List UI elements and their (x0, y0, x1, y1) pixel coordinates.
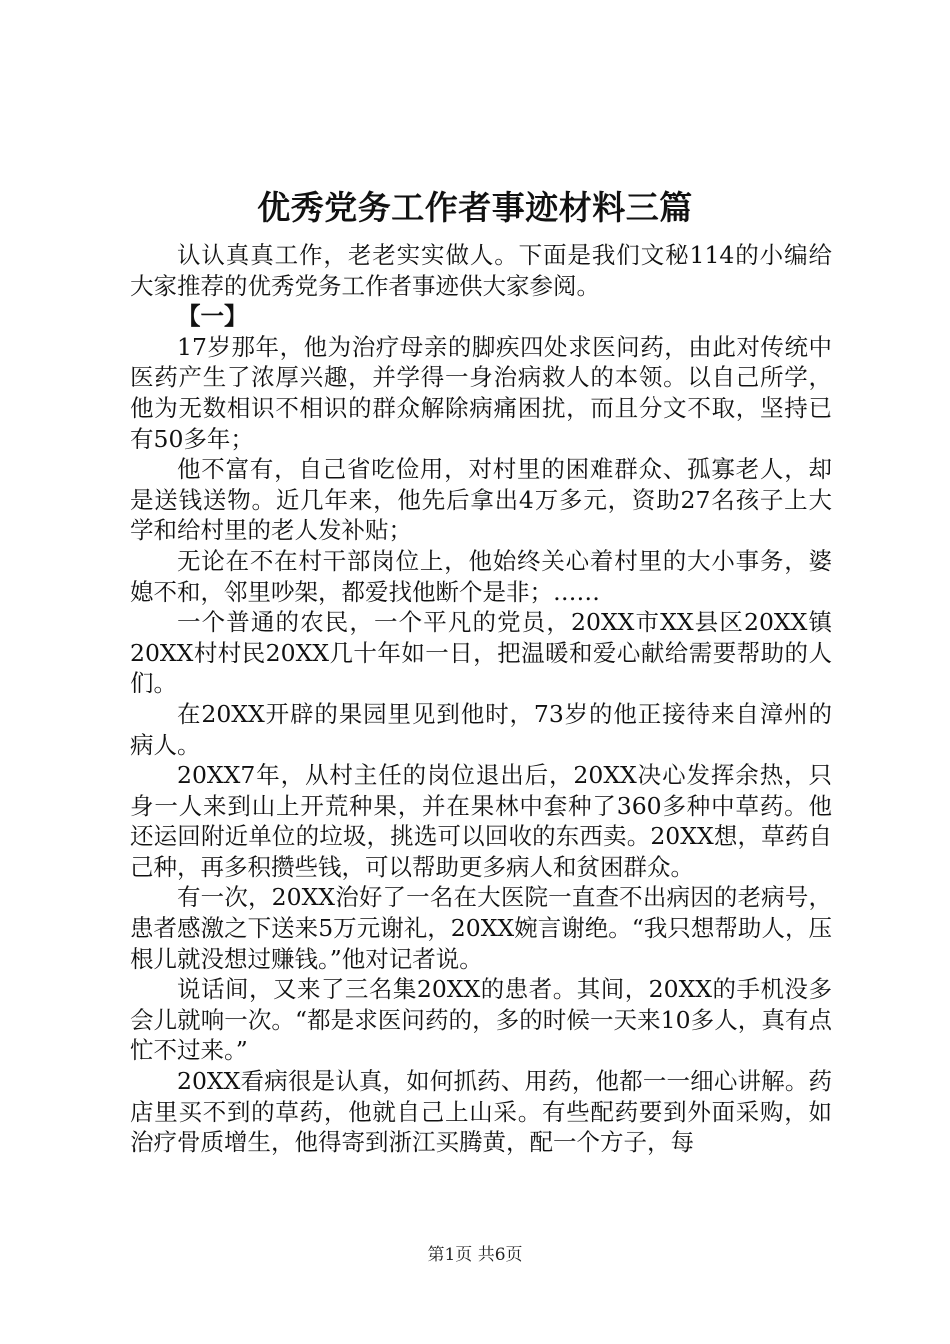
paragraph: 20XX看病很是认真，如何抓药、用药，他都一一细心讲解。药店里买不到的草药，他就自己上山采。有些配药要到外面采购，如治疗骨质增生，他得寄到浙江买腾黄，配一个方子，每 (130, 1067, 832, 1157)
paragraph: 17岁那年，他为治疗母亲的脚疾四处求医问药，由此对传统中医药产生了浓厚兴趣，并学得一身治病救人的本领。以自己所学，他为无数相识不相识的群众解除病痛困扰，而且分文不取，坚持已有50多年； (130, 332, 832, 453)
paragraph: 一个普通的农民，一个平凡的党员，20XX市XX县区20XX镇20XX村村民20XX几十年如一日，把温暖和爱心献给需要帮助的人们。 (130, 608, 832, 698)
document-title: 优秀党务工作者事迹材料三篇 (257, 188, 693, 227)
paragraph: 在20XX开辟的果园里见到他时，73岁的他正接待来自漳州的病人。 (130, 699, 832, 759)
page-footer: 第1页 共6页 (427, 1245, 523, 1265)
section-heading-1: 【一】 (177, 302, 248, 331)
paragraph: 有一次，20XX治好了一名在大医院一直查不出病因的老病号，患者感激之下送来5万元谢礼，20XX婉言谢绝。“我只想帮助人，压根儿就没想过赚钱。”他对记者说。 (130, 883, 832, 973)
paragraph-intro: 认认真真工作，老老实实做人。下面是我们文秘114的小编给大家推荐的优秀党务工作者事迹供大家参阅。 (130, 241, 832, 300)
document-body (130, 240, 832, 1158)
paragraph: 他不富有，自己省吃俭用，对村里的困难群众、孤寡老人，却是送钱送物。近几年来，他先后拿出4万多元，资助27名孩子上大学和给村里的老人发补贴； (130, 455, 832, 545)
paragraph: 20XX7年，从村主任的岗位退出后，20XX决心发挥余热，只身一人来到山上开荒种果，并在果林中套种了360多种中草药。他还运回附近单位的垃圾，挑选可以回收的东西卖。20XX想，草药自己种，再多积攒些钱，可以帮助更多病人和贫困群众。 (130, 761, 832, 881)
paragraph: 无论在不在村干部岗位上，他始终关心着村里的大小事务，婆媳不和，邻里吵架，都爱找他断个是非；…… (130, 546, 832, 606)
paragraph: 说话间，又来了三名集20XX的患者。其间，20XX的手机没多会儿就响一次。“都是求医问药的，多的时候一天来10多人，真有点忙不过来。” (130, 975, 832, 1065)
